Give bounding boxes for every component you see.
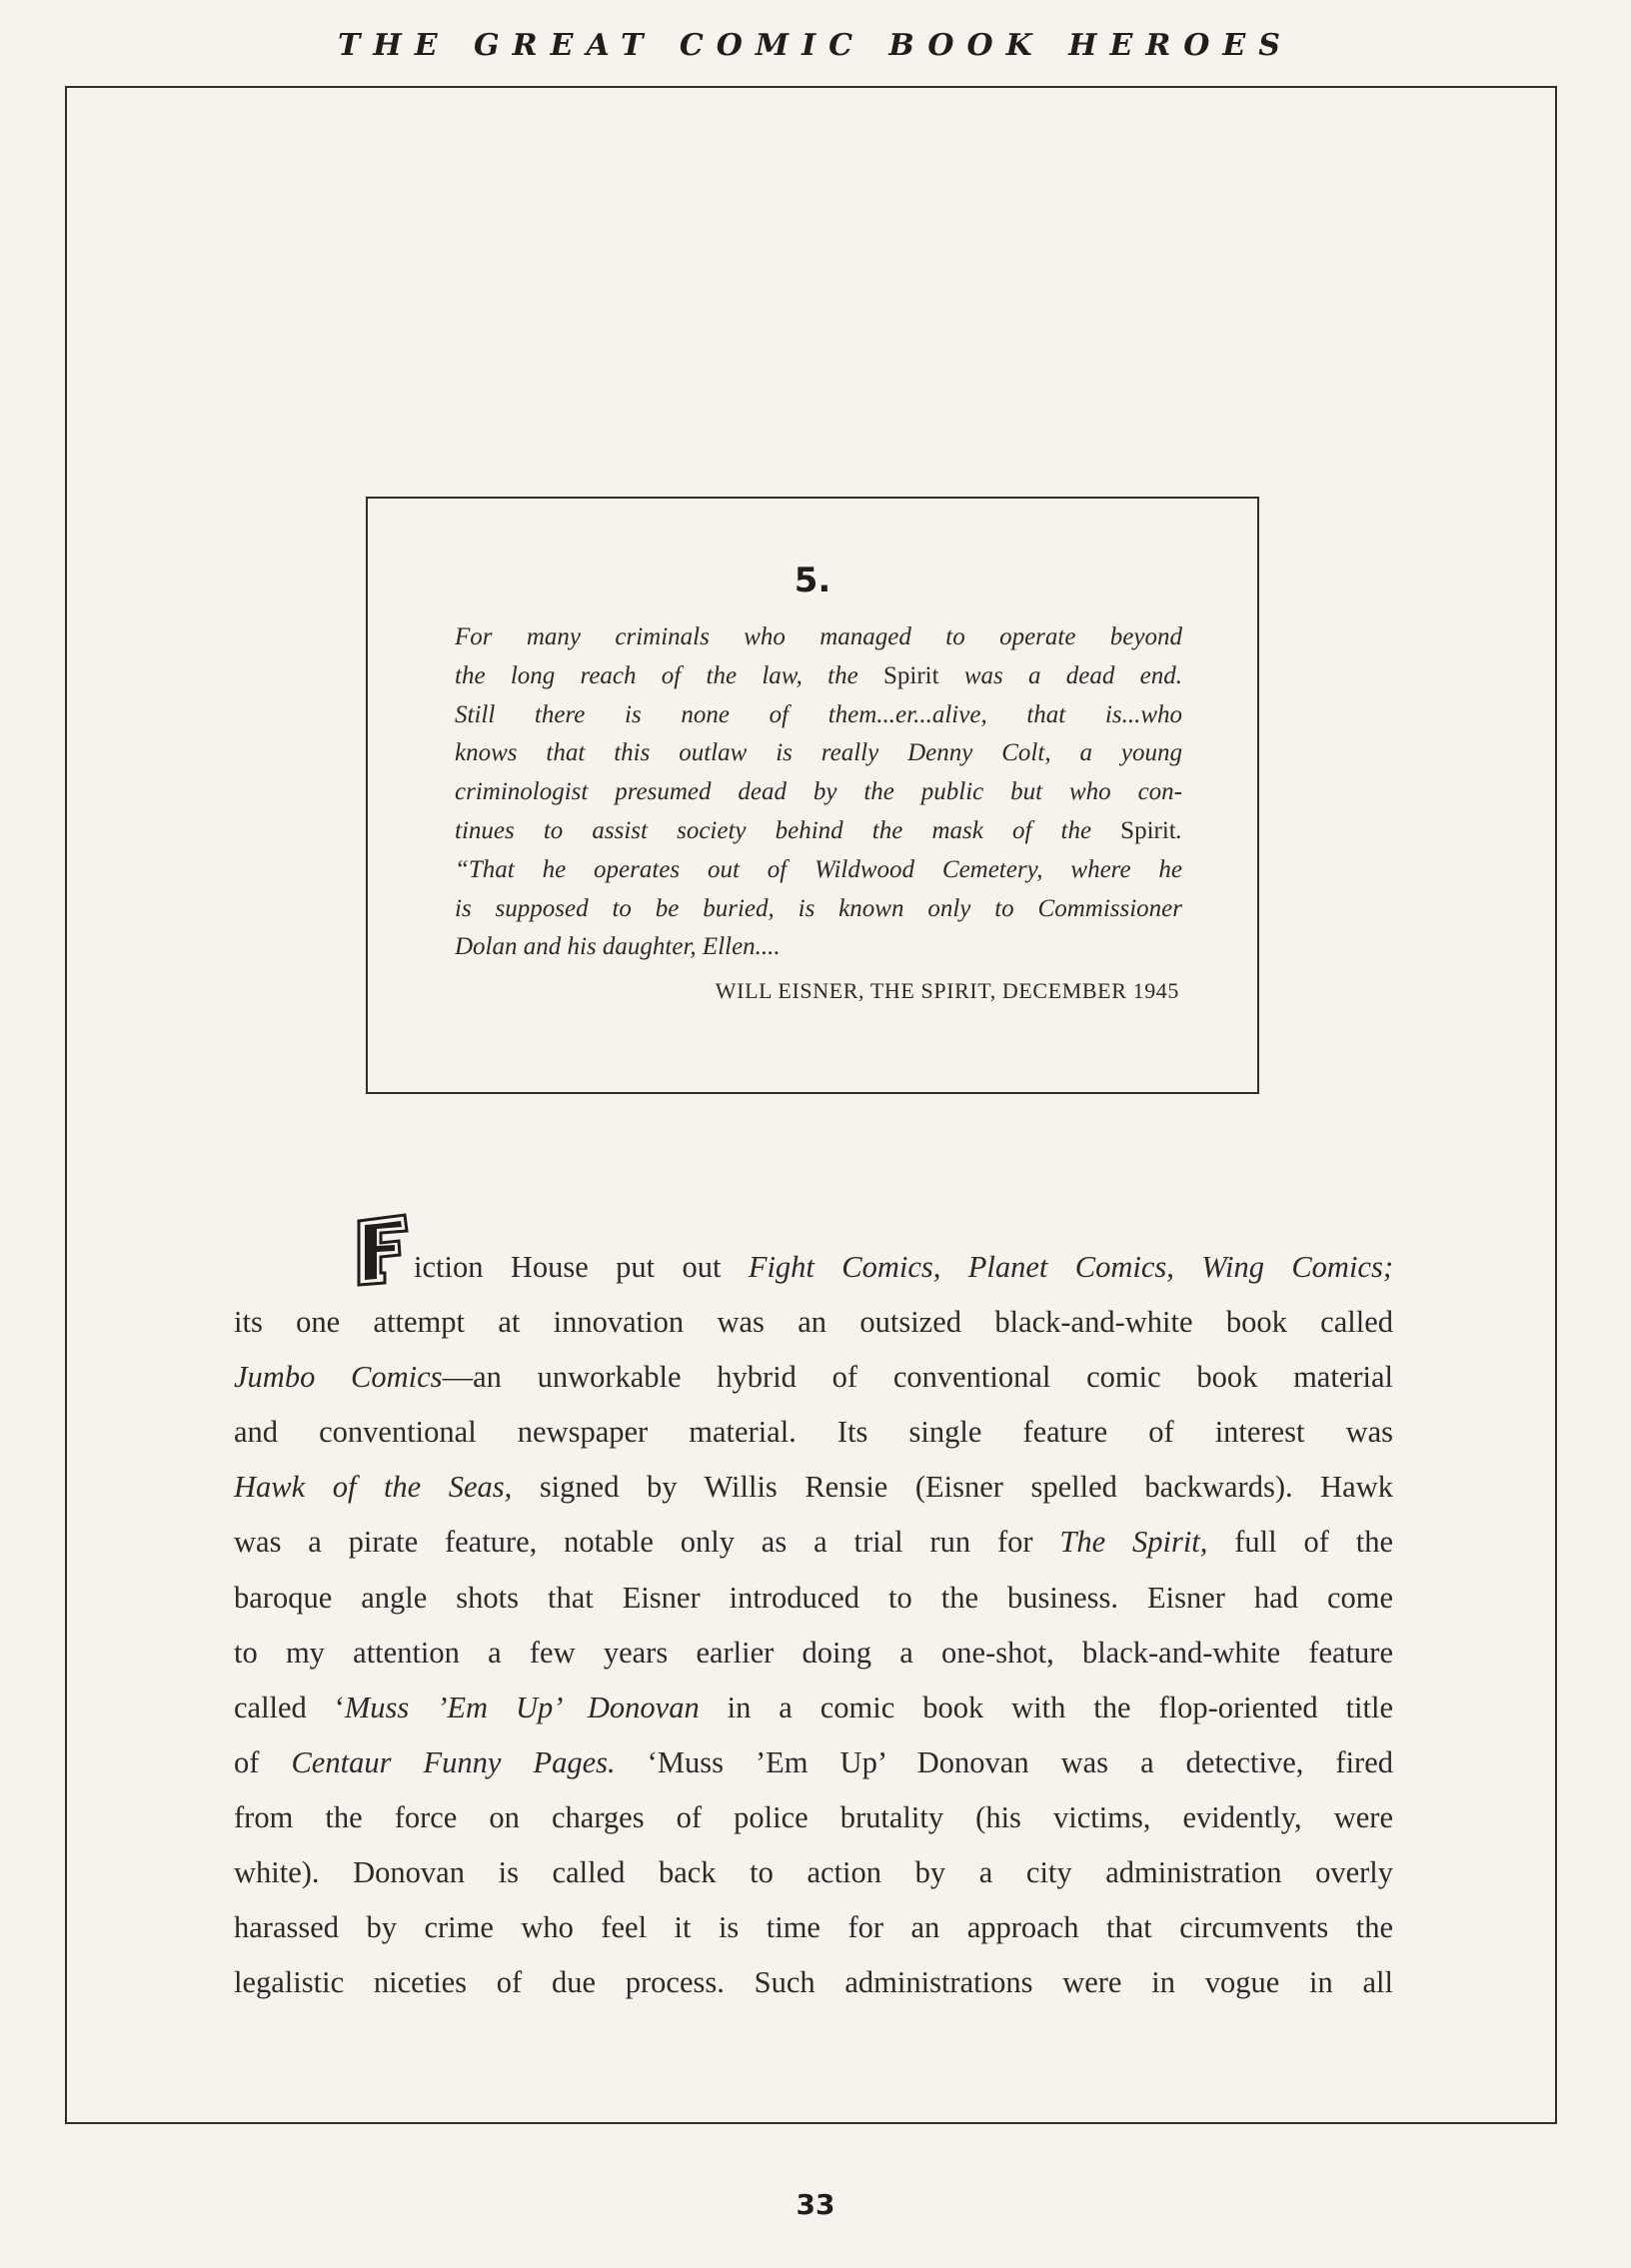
body-line (234, 1571, 1393, 1626)
body-line (234, 1626, 1393, 1681)
body-italic-text: Centaur Funny Pages. (291, 1744, 616, 1779)
epigraph-text: “That he operates out of Wildwood Cemetery, where he (455, 855, 1182, 883)
body-text-run: to my attention a few years earlier doing a one-shot, black-and-white feature (234, 1635, 1393, 1670)
body-line (234, 1515, 1393, 1570)
epigraph-line (455, 928, 1182, 967)
body-text-run: its one attempt at innovation was an outsized black-and-white book called (234, 1305, 1393, 1340)
body-text-run: iction House put out (414, 1250, 749, 1284)
epigraph-line (455, 696, 1182, 735)
chapter-number: 5. (794, 561, 831, 600)
epigraph-box (366, 497, 1259, 1094)
epigraph-upright-text: Spirit (882, 661, 939, 689)
epigraph-line (455, 851, 1182, 890)
body-line (234, 1900, 1393, 1955)
epigraph-quote (455, 618, 1182, 967)
epigraph-text: Dolan and his daughter, Ellen.... (455, 933, 781, 961)
body-text-run: full of the (1207, 1525, 1393, 1560)
body-text-run: called ‘ (234, 1690, 345, 1724)
body-italic-text: The Spirit, (1059, 1525, 1208, 1560)
body-text-run: ‘Muss ’Em Up’ Donovan was a detective, fired (615, 1744, 1393, 1779)
body-text-run: legalistic niceties of due process. Such administrations were in vogue in all (234, 1965, 1393, 2000)
epigraph-line (455, 657, 1182, 696)
epigraph-text: tinues to assist society behind the mask of the (455, 816, 1121, 844)
body-italic-text: Hawk of the Seas, (234, 1470, 513, 1505)
body-italic-text: Jumbo Comics (234, 1360, 443, 1395)
body-line (234, 1845, 1393, 1900)
body-line (234, 1790, 1393, 1845)
body-italic-text: Fight Comics, Planet Comics, Wing Comics; (748, 1250, 1393, 1284)
epigraph-text: criminologist presumed dead by the public but who con- (455, 778, 1182, 806)
body-text-run: white). Donovan is called back to action by a city administration overly (234, 1855, 1393, 1890)
epigraph-text: is supposed to be buried, is known only to Commissioner (455, 894, 1182, 922)
running-head: THE GREAT COMIC BOOK HEROES (338, 28, 1293, 63)
body-italic-text: Muss ’Em Up’ Donovan (344, 1690, 700, 1724)
epigraph-attribution: WILL EISNER, THE SPIRIT, DECEMBER 1945 (715, 978, 1179, 1003)
body-text-run: harassed by crime who feel it is time for an approach that circumvents the (234, 1910, 1393, 1945)
epigraph-line (455, 618, 1182, 657)
body-line (234, 1735, 1393, 1790)
epigraph-text: Still there is none of them...er...alive, that is...who (455, 700, 1182, 728)
body-line (234, 1405, 1393, 1460)
body-text-run: and conventional newspaper material. Its single feature of interest was (234, 1415, 1393, 1450)
body-line (234, 1460, 1393, 1515)
epigraph-line (455, 890, 1182, 929)
body-line (234, 1350, 1393, 1405)
body-line (234, 1295, 1393, 1350)
page-number: 33 (796, 2188, 835, 2221)
epigraph-line (455, 734, 1182, 773)
body-line (234, 1955, 1393, 2010)
body-text-run: from the force on charges of police brutality (his victims, evidently, were (234, 1799, 1393, 1834)
epigraph-line (455, 812, 1182, 851)
body-text (234, 1240, 1393, 2010)
epigraph-text: . (1175, 816, 1182, 844)
body-text-run: —an unworkable hybrid of conventional comic book material (442, 1360, 1393, 1395)
body-text-run: baroque angle shots that Eisner introduced to the business. Eisner had come (234, 1580, 1393, 1615)
body-text-run: of (234, 1744, 292, 1779)
body-line (234, 1681, 1393, 1735)
body-line (234, 1240, 1393, 1295)
epigraph-text: knows that this outlaw is really Denny Colt, a young (455, 739, 1182, 767)
epigraph-text: was a dead end. (938, 661, 1182, 689)
body-text-run: in a comic book with the flop-oriented title (699, 1690, 1393, 1724)
body-text-run: signed by Willis Rensie (Eisner spelled backwards). Hawk (512, 1470, 1393, 1505)
epigraph-text: the long reach of the law, the (455, 661, 883, 689)
epigraph-text: For many criminals who managed to operate beyond (455, 623, 1182, 650)
epigraph-line (455, 773, 1182, 812)
body-text-run: was a pirate feature, notable only as a trial run for (234, 1525, 1060, 1560)
epigraph-upright-text: Spirit (1120, 816, 1176, 844)
